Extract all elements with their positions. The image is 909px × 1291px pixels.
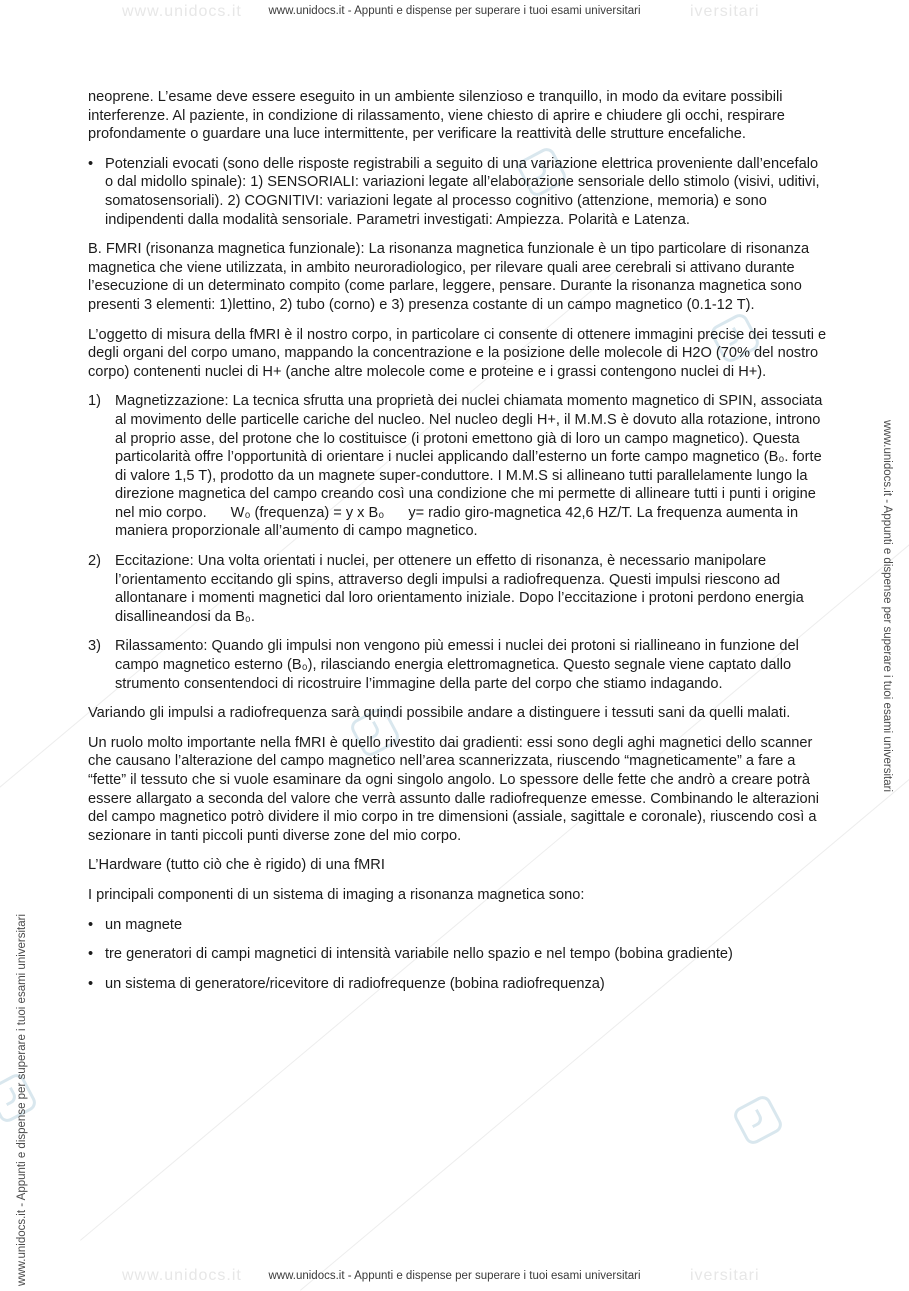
- watermark-ghost-right: iversitari: [690, 3, 760, 20]
- item-text: Magnetizzazione: La tecnica sfrutta una proprietà dei nuclei chiamata momento magnetico di SPIN, associata al movimento delle particelle cariche del nucleo. Nel nucleo degli H+, il M.M.S è dovuto alla rotazione, introno al proprio asse, del protone che lo costituisce (i protoni emettono già di loro un campo magnetico). Questa particolarità offre l’opportunità di orientare i nuclei applicando dall’esterno un forte campo magnetico (B₀. forte di valore 1,5 T), prodotto da un magnete super-conduttore. I M.M.S si allineano tutti parallelamente lungo la direzione magnetica del campo creando così una condizione che mi permette di allineare tutti i punti i origine nel mio corpo.: [115, 393, 823, 521]
- watermark-ghost-right-bottom: iversitari: [690, 1267, 760, 1284]
- item-text-tail: y= radio giro-magnetica 42,6 HZ/T. La frequenza aumenta in maniera proporzionale all’aumento di campo magnetico.: [115, 504, 799, 540]
- watermark-right: www.unidocs.it - Appunti e dispense per superare i tuoi esami universitari: [881, 420, 893, 793]
- watermark-ghost-left: www.unidocs.it: [122, 3, 242, 20]
- list-item-magnete: [88, 916, 828, 935]
- item-number: 3): [88, 638, 101, 655]
- item-number: 2): [88, 553, 101, 570]
- paragraph-variando: Variando gli impulsi a radiofrequenza sarà quindi possibile andare a distinguere i tessuti sani da quelli malati.: [88, 705, 791, 722]
- paragraph-eeg-procedure: neoprene. L’esame deve essere eseguito in un ambiente silenzioso e tranquillo, in modo da evitare possibili interferenze. Al paziente, in condizione di rilassamento, viene chiesto di aprire e chiudere gli occhi, respirare profondamente o guardare una luce intermittente, per verificare la reattività delle strutture encefaliche.: [88, 89, 785, 143]
- numbered-item-magnetizzazione: [88, 392, 828, 541]
- paragraph-gradienti: Un ruolo molto importante nella fMRI è quello rivestito dai gradienti: essi sono degli aghi magnetici dello scanner che causano l’alterazione del campo magnetico nell’area scannerizzata, riuscendo “magneticamente” a fare a “fette” il tessuto che si vuole esaminare da ogni singolo angolo. Lo spessore delle fette che andrò a creare potrà essere allargato a seconda del valore che verrà assunto dalle radiofrequenze emesse. Combinando le alterazioni del campo magnetico potrò dividere il mio corpo in tre dimensioni (assiale, sagittale e coronale), riuscendo così a sezionare in tanti piccoli punti diverse zone del mio corpo.: [88, 734, 819, 844]
- bullet: •: [88, 916, 94, 933]
- formula: W₀ (frequenza) = y x B₀: [230, 504, 385, 521]
- bullet: •: [88, 155, 94, 172]
- numbered-item-eccitazione: [88, 552, 828, 626]
- watermark-top: www.unidocs.it - Appunti e dispense per superare i tuoi esami universitari: [268, 5, 641, 17]
- watermark-bottom: www.unidocs.it - Appunti e dispense per superare i tuoi esami universitari: [268, 1270, 641, 1282]
- list-item-text: Potenziali evocati (sono delle risposte registrabili a seguito di una variazione elettrica proveniente dall’encefalo o dal midollo spinale): 1) SENSORIALI: variazioni legate all’elaborazione sensoriale dello stimolo (visivi, uditivi, somatosensoriali). 2) COGNITIVI: variazioni legate al processo cognitivo (attenzione, memoria) e sono indipendenti dalla modalità sensoriale. Parametri investigati: Ampiezza. Polarità e Latenza.: [105, 155, 820, 228]
- item-text: Rilassamento: Quando gli impulsi non vengono più emessi i nuclei dei protoni si riallineano in funzione del campo magnetico esterno (B₀), rilasciando energia elettromagnetica. Questo segnale viene captato dallo strumento consentendoci di ricostruire l’immagine della parte del corpo che stiamo indagando.: [115, 638, 799, 692]
- list-item-text: un sistema di generatore/ricevitore di radiofrequenze (bobina radiofrequenza): [105, 975, 605, 992]
- item-number: 1): [88, 393, 101, 410]
- list-item-potenziali: [88, 155, 828, 229]
- paragraph-oggetto: L’oggetto di misura della fMRI è il nostro corpo, in particolare ci consente di ottenere immagini precise dei tessuti e degli organi del corpo umano, mappando la concentrazione e la posizione delle molecole di H2O (70% del nostro corpo) contenenti nuclei di H+ (anche altre molecole come e proteine e i grassi contengono nuclei di H+).: [88, 326, 827, 380]
- watermark-ghost-left-bottom: www.unidocs.it: [122, 1267, 242, 1284]
- paragraph-componenti: I principali componenti di un sistema di imaging a risonanza magnetica sono:: [88, 886, 585, 903]
- list-item-text: tre generatori di campi magnetici di intensità variabile nello spazio e nel tempo (bobina gradiente): [105, 946, 733, 963]
- list-item-text: un magnete: [105, 916, 183, 933]
- numbered-item-rilassamento: [88, 637, 828, 693]
- paragraph-fmri: B. FMRI (risonanza magnetica funzionale): La risonanza magnetica funzionale è un tipo particolare di risonanza magnetica che viene utilizzata, in ambito neuroradiologico, per rilevare quali aree cerebrali si attivano durante l’esecuzione di un determinato compito (come parlare, leggere, pensare. Durante la risonanza magnetica sono presenti 3 elementi: 1)lettino, 2) tubo (corno) e 3) presenza costante di un campo magnetico (0.1-12 T).: [88, 241, 810, 313]
- paragraph-hardware: L’Hardware (tutto ciò che è rigido) di una fMRI: [88, 857, 385, 874]
- bullet: •: [88, 975, 94, 992]
- list-item-generatori: [88, 945, 828, 964]
- watermark-left: www.unidocs.it - Appunti e dispense per superare i tuoi esami universitari: [16, 913, 28, 1286]
- bullet: •: [88, 946, 94, 963]
- document-body: [88, 88, 828, 1004]
- item-text: Eccitazione: Una volta orientati i nuclei, per ottenere un effetto di risonanza, è necessario manipolare l’orientamento eccitando gli spins, attraverso degli impulsi a radiofrequenza. Questi impulsi riescono ad allontanare i momenti magnetici dal loro orientamento iniziale. Dopo l’eccitazione i protoni perdono energia disallineandosi da B₀.: [115, 553, 804, 625]
- watermark-logo-icon: [731, 1093, 785, 1147]
- list-item-radiofrequenze: [88, 975, 828, 994]
